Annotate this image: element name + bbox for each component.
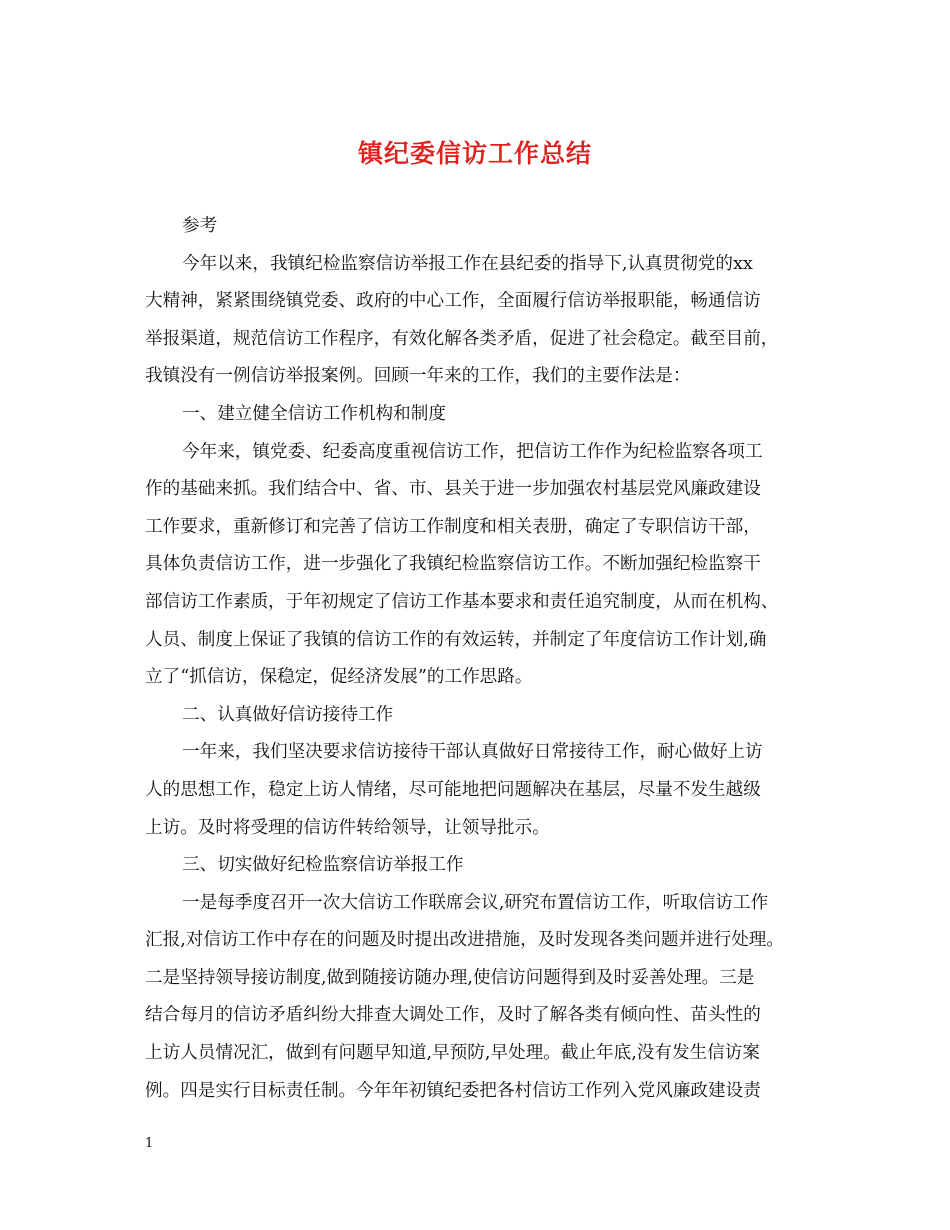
text-line: 一是每季度召开一次大信访工作联席会议,研究布置信访工作，听取信访工作 <box>182 892 769 913</box>
text-line: 举报渠道，规范信访工作程序，有效化解各类矛盾，促进了社会稳定。截至目前， <box>145 328 779 349</box>
text-line: 今年来，镇党委、纪委高度重视信访工作，把信访工作作为纪检监察各项工 <box>182 441 763 462</box>
text-line: 参考 <box>182 216 218 236</box>
text-line: 二、认真做好信访接待工作 <box>182 704 394 725</box>
text-line: 部信访工作素质，于年初规定了信访工作基本要求和责任追究制度，从而在机构、 <box>145 591 779 612</box>
text-line: 上访。及时将受理的信访件转给领导，让领导批示。 <box>145 817 550 838</box>
text-line: 立了“抓信访，保稳定，促经济发展”的工作思路。 <box>145 667 533 688</box>
text-line: 具体负责信访工作，进一步强化了我镇纪检监察信访工作。不断加强纪检监察干 <box>145 554 761 575</box>
text-line: 二是坚持领导接访制度,做到随接访随办理,使信访问题得到及时妥善处理。三是 <box>145 967 755 988</box>
document-body <box>145 208 820 1110</box>
text-line: 今年以来，我镇纪检监察信访举报工作在县纪委的指导下,认真贯彻党的xx <box>182 253 753 274</box>
page-number: 1 <box>145 1136 154 1151</box>
text-line: 汇报,对信访工作中存在的问题及时提出改进措施，及时发现各类问题并进行处理。 <box>145 930 784 951</box>
text-line: 人的思想工作，稳定上访人情绪，尽可能地把问题解决在基层，尽量不发生越级 <box>145 779 761 800</box>
text-line: 例。四是实行目标责任制。今年年初镇纪委把各村信访工作列入党风廉政建设责 <box>145 1080 761 1101</box>
text-line: 人员、制度上保证了我镇的信访工作的有效运转，并制定了年度信访工作计划,确 <box>145 629 767 650</box>
text-line: 我镇没有一例信访举报案例。回顾一年来的工作，我们的主要作法是： <box>145 366 691 387</box>
text-line: 一年来，我们坚决要求信访接待干部认真做好日常接待工作，耐心做好上访 <box>182 742 763 763</box>
text-line: 一、建立健全信访工作机构和制度 <box>182 403 446 424</box>
text-line: 三、切实做好纪检监察信访举报工作 <box>182 855 464 876</box>
text-line: 结合每月的信访矛盾纠纷大排查大调处工作，及时了解各类有倾向性、苗头性的 <box>145 1005 761 1026</box>
text-line: 工作要求，重新修订和完善了信访工作制度和相关表册，确定了专职信访干部， <box>145 516 761 537</box>
text-line: 作的基础来抓。我们结合中、省、市、县关于进一步加强农村基层党风廉政建设 <box>145 479 761 500</box>
text-line: 大精神，紧紧围绕镇党委、政府的中心工作，全面履行信访举报职能，畅通信访 <box>145 291 761 312</box>
document-title: 镇纪委信访工作总结 <box>357 139 592 168</box>
text-line: 上访人员情况汇，做到有问题早知道,早预防,早处理。截止年底,没有发生信访案 <box>145 1043 760 1064</box>
